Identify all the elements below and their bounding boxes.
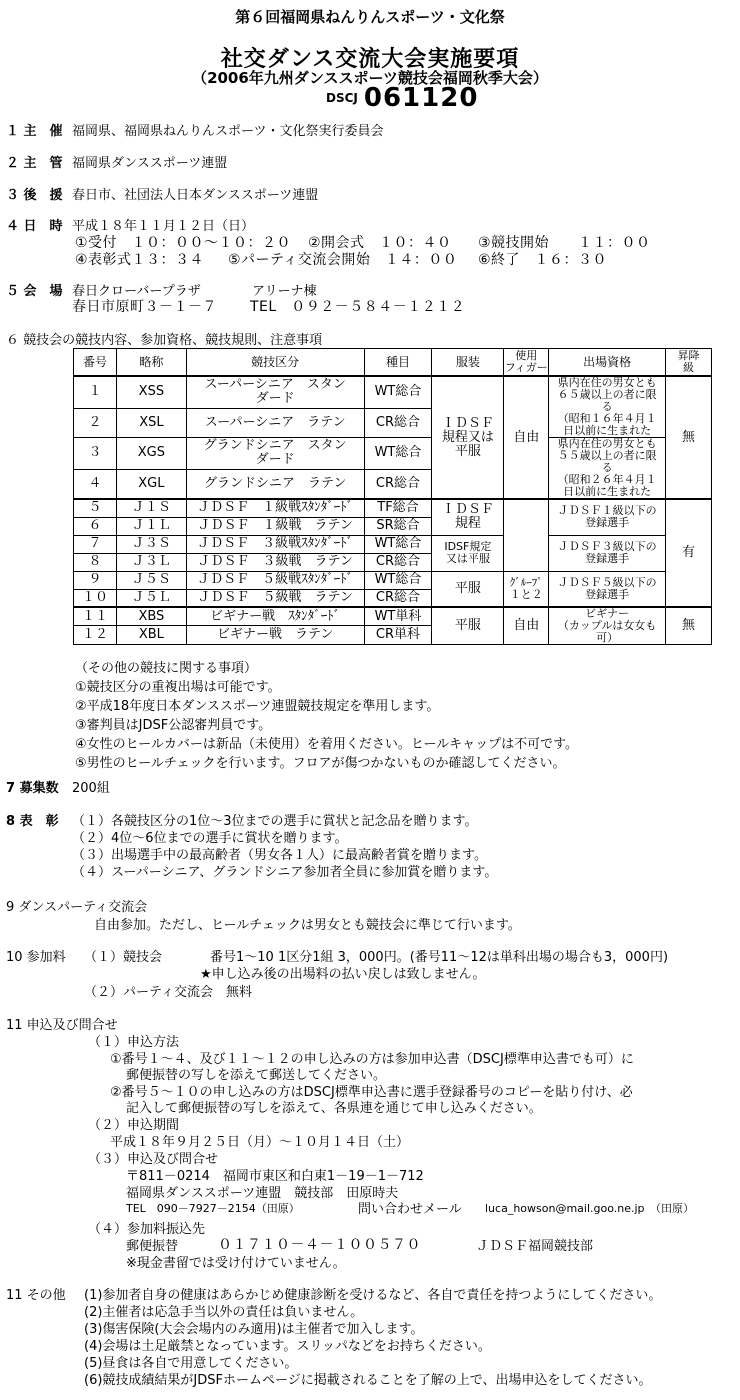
payment-cash-note: ※現金書留では受け付けていません。	[126, 1256, 346, 1271]
promotion: 無	[666, 376, 712, 499]
venue-tel: TEL ０９２－５８４－１２１２	[250, 299, 466, 315]
row-event: CR総合	[364, 469, 432, 499]
header-event: 種目	[364, 349, 432, 377]
header-qualification: 出場資格	[549, 349, 666, 377]
competition-notes	[75, 659, 578, 773]
row-event: CR総合	[364, 589, 432, 607]
apply-method-1-cont: 郵便振替の写しを添えて郵送してください。	[126, 1068, 387, 1083]
schedule-end: ⑥終了 １６：３０	[478, 252, 608, 268]
row-division: スーパーシニア スタン ダード	[186, 376, 364, 408]
note-item: ④女性のヒールカバーは新品（未使用）を着用ください。ヒールキャップは不可です。	[75, 737, 579, 752]
row-event: CR総合	[364, 408, 432, 437]
row-abbr: XBL	[116, 626, 186, 645]
dscj-number: 061120	[363, 83, 479, 113]
header-dress: 服装	[432, 349, 504, 377]
competition-table	[73, 348, 712, 645]
row-number: ３	[74, 438, 117, 470]
contact-org: 福岡県ダンススポーツ連盟 競技部 田原時夫	[126, 1186, 399, 1201]
note-item: ⑤男性のヒールチェックを行います。フロアが傷つかないものか確認してください。	[75, 756, 566, 771]
dress-rule: IDSF規定 又は平服	[432, 535, 504, 571]
section-key: 7 募集数	[6, 781, 59, 796]
row-event: WT総合	[364, 376, 432, 408]
row-number: １２	[74, 626, 117, 645]
page-subtitle: （2006年九州ダンススポーツ競技会福岡秋季大会）	[192, 69, 548, 87]
row-number: １	[74, 376, 117, 408]
header-division: 競技区分	[186, 349, 364, 377]
other-item: (4)会場は土足厳禁となっています。スリッパなどをお持ちください。	[84, 1339, 491, 1354]
note-item: ③審判員はJDSF公認審判員です。	[75, 718, 272, 733]
section-key: 8 表 彰	[6, 814, 59, 829]
qualification: ＪＤＳＦ１級以下の 登録選手	[549, 499, 666, 535]
row-abbr: XSS	[116, 376, 186, 408]
section-capacity	[6, 777, 110, 796]
qualification: ＪＤＳＦ３級以下の 登録選手	[549, 535, 666, 571]
section-management	[6, 152, 227, 171]
payment-heading: （４）参加料振込先	[88, 1222, 206, 1237]
row-number: ４	[74, 469, 117, 499]
venue-address: 春日市原町３－１－７	[72, 299, 217, 315]
section-key: ５ 会 場	[6, 284, 63, 299]
page-title: 社交ダンス交流大会実施要項	[220, 47, 520, 72]
other-item: (1)参加者自身の健康はあらかじめ健康診断を受けるなど、各自で責任を持つようにしてください。	[84, 1288, 662, 1303]
row-number: ８	[74, 553, 117, 571]
award-item: （３）出場選手中の最高齢者（男女各１人）に最高齢者賞を贈ります。	[72, 848, 487, 863]
row-event: WT単科	[364, 607, 432, 626]
section-party: 9 ダンスパーティ交流会	[6, 900, 148, 915]
other-item: (3)傷害保険(大会会場内のみ適用)は主催者で加入します。	[84, 1322, 424, 1337]
note-heading: （その他の競技に関する事項）	[75, 661, 258, 676]
promotion: 無	[666, 607, 712, 645]
apply-method-1: ①番号１～４、及び１１～１２の申し込みの方は参加申込書（DSCJ標準申込書でも可）に	[110, 1052, 634, 1067]
award-item: （１）各競技区分の1位～3位までの選手に賞状と記念品を贈ります。	[72, 814, 478, 829]
row-division: ＪＤＳＦ １級戦 ラテン	[186, 517, 364, 535]
apply-method-2-cont: 記入して郵便振替の写しを添えて、各県連を通じて申し込みください。	[126, 1101, 542, 1116]
fee-party: （２）パーティ交流会 無料	[84, 985, 252, 1000]
contact-mail[interactable]: luca_howson@mail.goo.ne.jp （田原）	[485, 1202, 695, 1215]
row-event: WT総合	[364, 438, 432, 470]
row-event: TF総合	[364, 499, 432, 517]
section-key: ４ 日 時	[6, 219, 63, 234]
row-abbr: XGL	[116, 469, 186, 499]
row-division: ＪＤＳＦ ５級戦ｽﾀﾝﾀﾞｰﾄﾞ	[186, 571, 364, 589]
row-division: ビギナー戦 ラテン	[186, 626, 364, 645]
row-number: ７	[74, 535, 117, 553]
section-key: 10 参加料	[6, 950, 66, 965]
header-number: 番号	[74, 349, 117, 377]
row-division: ＪＤＳＦ ３級戦ｽﾀﾝﾀﾞｰﾄﾞ	[186, 535, 364, 553]
section-key: ２ 主 管	[6, 156, 63, 171]
qualification: 県内在住の男女とも ５５歳以上の者に限 る （昭和２６年４月１ 日以前に生まれた	[549, 438, 666, 500]
venue-building: アリーナ棟	[252, 284, 317, 299]
payment-number: ０１７１０－４－１００５７０	[218, 1237, 421, 1253]
section-fee	[6, 946, 162, 965]
contact-tel: TEL 090－7927－2154（田原）	[126, 1202, 300, 1215]
apply-method-heading: （１）申込方法	[88, 1035, 180, 1050]
row-abbr: Ｊ３Ｓ	[116, 535, 186, 553]
row-division: ＪＤＳＦ １級戦ｽﾀﾝﾀﾞｰﾄﾞ	[186, 499, 364, 517]
event-date: 平成１８年１１月１２日（日）	[72, 219, 255, 234]
row-abbr: Ｊ３Ｌ	[116, 553, 186, 571]
row-abbr: XGS	[116, 438, 186, 470]
row-number: １０	[74, 589, 117, 607]
row-abbr: Ｊ５Ｓ	[116, 571, 186, 589]
row-number: ２	[74, 408, 117, 437]
apply-period: 平成１８年９月２５日（月）～１０月１４日（土）	[110, 1135, 410, 1150]
other-item: (5)昼食は各自で用意してください。	[84, 1356, 298, 1371]
qualification: ビギナー （カップルは女女も 可）	[549, 607, 666, 645]
row-number: ９	[74, 571, 117, 589]
row-division: ＪＤＳＦ ３級戦 ラテン	[186, 553, 364, 571]
row-number: ６	[74, 517, 117, 535]
header-figure: 使用 フィガー	[504, 349, 548, 374]
row-division: グランドシニア ラテン	[186, 469, 364, 499]
dscj-label: DSCJ	[326, 91, 358, 105]
section-key: 11 その他	[6, 1288, 66, 1303]
schedule-award: ④表彰式１３：３４	[75, 252, 205, 268]
header-promotion: 昇降 級	[666, 349, 712, 377]
section-competition: ６ 競技会の競技内容、参加資格、競技規則、注意事項	[6, 333, 323, 348]
award-item: （４）スーパーシニア、グランドシニア参加者全員に参加賞を贈ります。	[72, 865, 498, 880]
section-key: ３ 後 援	[6, 188, 63, 203]
other-item: (6)競技成績結果がJDSFホームページに掲載されることを了解の上で、出場申込をしてください。	[84, 1373, 652, 1388]
row-abbr: Ｊ５Ｌ	[116, 589, 186, 607]
dscj-code	[326, 83, 478, 113]
section-key: １ 主 催	[6, 124, 63, 139]
schedule-party: ⑤パーティ交流会開始 １４：００	[228, 252, 458, 268]
schedule-start: ③競技開始 １１：００	[478, 235, 651, 251]
qualification: ＪＤＳＦ５級以下の 登録選手	[549, 571, 666, 607]
section-value: 春日市、社団法人日本ダンススポーツ連盟	[72, 188, 319, 203]
schedule-opening: ②開会式 １０：４０	[308, 235, 452, 251]
figure-rule-empty	[504, 499, 549, 571]
section-organizer	[6, 120, 383, 139]
row-number: ５	[74, 499, 117, 517]
row-abbr: XSL	[116, 408, 186, 437]
payment-recipient: ＪＤＳＦ福岡競技部	[476, 1239, 594, 1254]
section-value: 200組	[72, 781, 110, 796]
apply-period-heading: （２）申込期間	[88, 1118, 180, 1133]
party-note: 自由参加。ただし、ヒールチェックは男女とも競技会に準じて行います。	[94, 918, 521, 933]
section-value: 福岡県、福岡県ねんりんスポーツ・文化祭実行委員会	[72, 124, 384, 139]
row-number: １１	[74, 607, 117, 626]
row-division: ビギナー戦 ｽﾀﾝﾀﾞｰﾄﾞ	[186, 607, 364, 626]
note-item: ②平成18年度日本ダンススポーツ連盟競技規定を準用します。	[75, 699, 440, 714]
section-support	[6, 184, 318, 203]
row-event: CR単科	[364, 626, 432, 645]
row-division: スーパーシニア ラテン	[186, 408, 364, 437]
row-division: グランドシニア スタン ダード	[186, 438, 364, 470]
dress-rule: ＩＤＳＦ 規程又は 平服	[432, 376, 504, 499]
row-event: WT総合	[364, 571, 432, 589]
schedule-reception: ①受付 １０：００～１０：２０	[75, 235, 292, 251]
row-abbr: Ｊ１Ｌ	[116, 517, 186, 535]
promotion: 有	[666, 499, 712, 607]
note-item: ①競技区分の重複出場は可能です。	[75, 680, 281, 695]
row-event: SR総合	[364, 517, 432, 535]
figure-rule: ｸﾞﾙｰﾌﾟ １と２	[504, 571, 549, 607]
row-event: CR総合	[364, 553, 432, 571]
header-abbr: 略称	[116, 349, 186, 377]
dress-rule: 平服	[432, 571, 504, 607]
fee-competition: （１）競技会	[84, 950, 163, 965]
fee-detail: 番号1～10 1区分1組 3，000円。(番号11～12は単科出場の場合も3，000円)	[210, 950, 669, 965]
row-abbr: Ｊ１Ｓ	[116, 499, 186, 517]
apply-method-2: ②番号５～１０の申し込みの方はDSCJ標準申込書に選手登録番号のコピーを貼り付け、必	[110, 1085, 633, 1100]
section-value: 福岡県ダンススポーツ連盟	[72, 156, 228, 171]
contact-address: 〒811－0214 福岡市東区和白東1－19－1－712	[126, 1169, 424, 1184]
other-item: (2)主催者は応急手当以外の責任は負いません。	[84, 1305, 364, 1320]
venue-name: 春日クローバープラザ	[72, 284, 201, 299]
contact-mail-label: 問い合わせメール	[358, 1202, 462, 1217]
event-heading: 第６回福岡県ねんりんスポーツ・文化祭	[235, 8, 505, 26]
award-item: （２）4位～6位までの選手に賞状を贈ります。	[72, 831, 348, 846]
fee-refund-note: ★申し込み後の出場料の払い戻しは致しません。	[200, 967, 486, 982]
payment-label: 郵便振替	[126, 1239, 179, 1254]
section-application: 11 申込及び問合せ	[6, 1018, 118, 1033]
contact-heading: （３）申込及び問合せ	[88, 1152, 219, 1167]
figure-rule: 自由	[504, 376, 549, 499]
qualification: 県内在住の男女とも ６５歳以上の者に限 る （昭和１６年４月１ 日以前に生まれた	[549, 376, 666, 438]
row-event: WT総合	[364, 535, 432, 553]
row-abbr: XBS	[116, 607, 186, 626]
dress-rule: 平服	[432, 607, 504, 645]
figure-rule: 自由	[504, 607, 549, 645]
dress-rule: ＩＤＳＦ 規程	[432, 499, 504, 535]
row-division: ＪＤＳＦ ５級戦 ラテン	[186, 589, 364, 607]
